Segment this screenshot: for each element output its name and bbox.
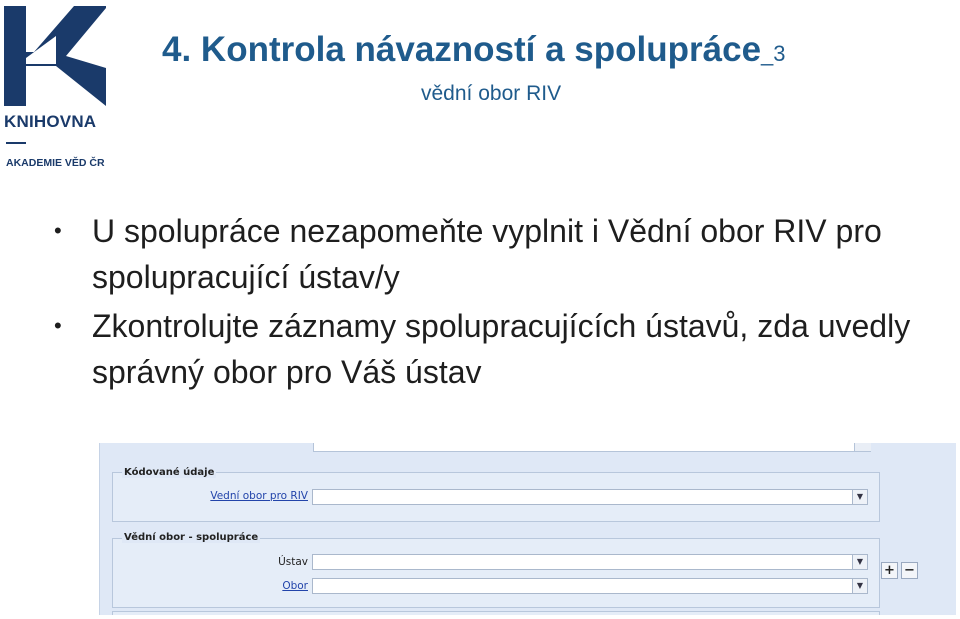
- bullet-list: [54, 208, 914, 398]
- bullet-icon: •: [54, 218, 62, 243]
- page-subtitle: vědní obor RIV: [421, 82, 562, 105]
- bullet-icon: •: [54, 313, 62, 338]
- obor-select[interactable]: [312, 578, 868, 594]
- next-fieldset: [112, 611, 880, 615]
- bullet-text: Zkontrolujte záznamy spolupracujících ústavů, zda uvedly správný obor pro Váš ústav: [92, 308, 911, 390]
- bullet-item: [54, 208, 914, 300]
- page-title-text: 4. Kontrola návazností a spolupráce: [162, 30, 762, 69]
- bullet-text: U spolupráce nezapomeňte vyplnit i Vědní obor RIV pro spolupracující ústav/y: [92, 213, 882, 295]
- chevron-down-icon[interactable]: ▼: [852, 555, 867, 569]
- previous-field-bottom[interactable]: [313, 443, 871, 452]
- fieldset-legend-kodovane: Kódované údaje: [124, 467, 215, 478]
- ustav-label: Ústav: [278, 556, 308, 568]
- form-screenshot: [99, 443, 956, 615]
- vedni-obor-riv-select[interactable]: [312, 489, 868, 505]
- chevron-down-icon[interactable]: ▼: [852, 579, 867, 593]
- bullet-item: [54, 303, 914, 395]
- logo-text-knihovna: KNIHOVNA: [4, 112, 97, 131]
- add-button[interactable]: +: [881, 562, 898, 579]
- remove-button[interactable]: −: [901, 562, 918, 579]
- logo: [4, 6, 114, 169]
- page-title-suffix: _3: [761, 41, 786, 66]
- logo-divider: [6, 142, 26, 144]
- obor-label[interactable]: Obor: [282, 580, 308, 592]
- page-title: [162, 30, 786, 70]
- vedni-obor-riv-label[interactable]: Vední obor pro RIV: [210, 490, 308, 502]
- ustav-select[interactable]: [312, 554, 868, 570]
- scroll-button[interactable]: [854, 443, 871, 451]
- logo-k-mark: [4, 6, 108, 106]
- logo-text-akademie: AKADEMIE VĚD ČR: [6, 157, 105, 169]
- fieldset-legend-spoluprace: Vědní obor - spolupráce: [124, 532, 259, 543]
- fieldset-vedni-obor-spoluprace: [112, 538, 880, 608]
- chevron-down-icon[interactable]: ▼: [852, 490, 867, 504]
